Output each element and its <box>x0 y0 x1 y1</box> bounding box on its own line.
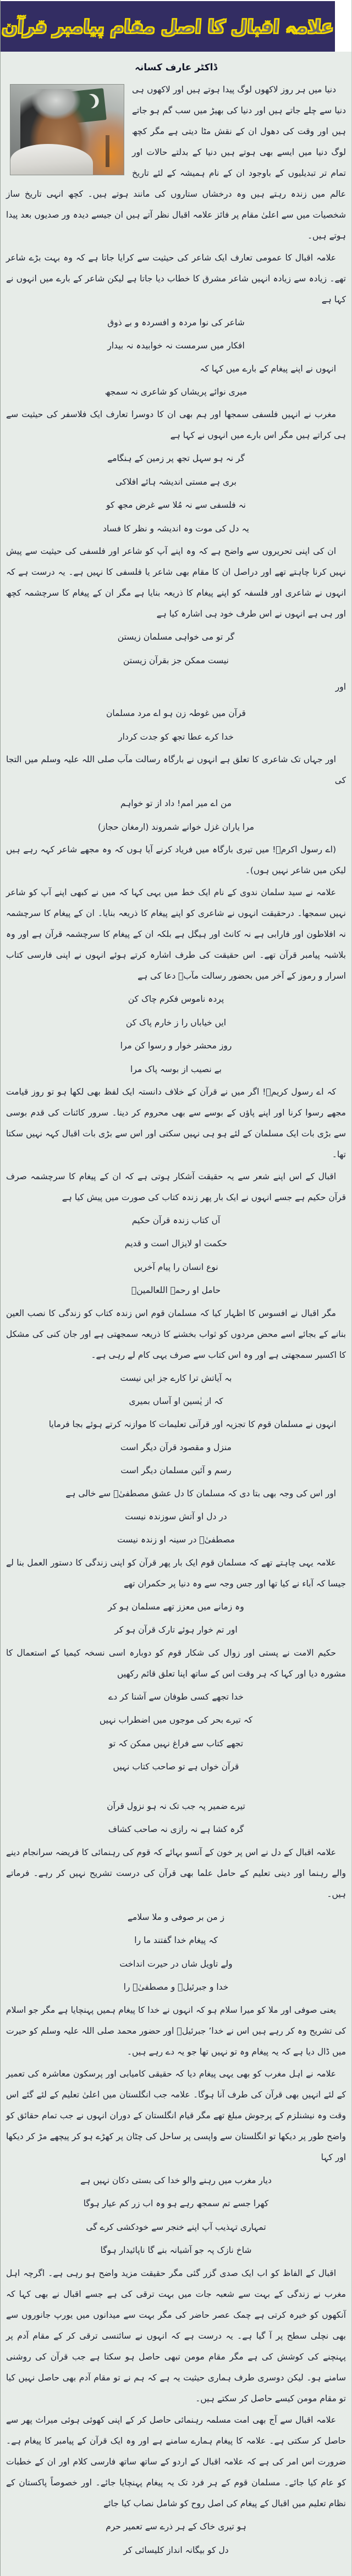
verse-line: کہ تیرے بحر کی موجوں میں اضطراب نہیں <box>99 1715 253 1725</box>
verse-line: شاخ نازک پہ جو آشیانہ بنے گا ناپائیدار ہوگا <box>100 2245 252 2256</box>
verse-line: ز من بر صوفی و ملا سلامے <box>127 1912 225 1922</box>
verse-line: افکار میں سرمست نہ خوابیدہ نہ بیدار <box>107 341 245 351</box>
verse-line: قرآن میں غوطہ زن ہو اے مرد مسلمان <box>106 708 246 719</box>
article-text-blocks <box>6 80 346 2561</box>
verse-line: کہ از یٰسین او آساں بمیری <box>129 1396 223 1407</box>
verse-line: ایں خیاباں را ز خارم پاک کن <box>125 1017 227 1028</box>
verse-line: یہ دل کی موت وہ اندیشہ و نظر کا فساد <box>103 523 249 534</box>
verse-line: روز محشر خوار و رسوا کن مرا <box>120 1041 232 1051</box>
verse-line: اور تم خوار ہوئے تارک قرآن ہو کر <box>114 1625 238 1635</box>
paragraph: اقبال کے الفاظ کو اب ایک صدی گزر گئی مگر حقیقت مزید واضح ہو رہی ہے۔ اگرچہ اہل مغرب نے زندگی کے بہت سے شعبہ جات میں بہت ترقی کی ہے جسے اقبال نے بھی کہا کہ آنکھوں کو خیرہ کرتی ہے چمک عصر حاضر کی مگر بہت سے میدانوں میں یورپ جانوروں سے بھی نچلی سطح پر آ گیا ہے۔ یہ درست ہے کہ انہوں نے سائنسی ترقی کر کے مقام آدم پر پہنچنے کی کوشش کی ہے مگر مقام مومن تبھی حاصل ہو سکتا ہے جب قرآن کی روشنی سامنے ہو۔ لیکن دوسری طرف ہماری حیثیت یہ ہے کہ ہم نے تو مقام آدم بھی حاصل نہیں کیا تو مقام مومن کیسے حاصل کر سکتے ہیں۔ <box>6 2268 346 2403</box>
verse-line: ہو تیری خاک کے ہر ذرے سے تعمیر حرم <box>106 2522 246 2532</box>
verse-line: تمہاری تہذیب آپ اپنے خنجر سے خودکشی کرے گی <box>86 2222 266 2232</box>
verse-line: خدا کرے عطا تجھ کو جدت کردار <box>118 731 234 742</box>
paragraph: مگر اقبال نے افسوس کا اظہار کیا کہ مسلمان قوم اس زندہ کتاب کو زندگی کا نصب العین بنانے کے بجائے اسے محض مردوں کو ثواب بخشنے کا ذریعہ سمجھتی ہے اور جان کنی کی مشکل کا اکسیر سمجھتی ہے اور وہ اس کتاب سے صرف یہی کام لے رہی ہے۔ <box>6 1308 346 1360</box>
minar-silhouette <box>106 135 109 167</box>
verse-line: نیست ممکن جز بقرآن زیستن <box>123 655 229 665</box>
verse-line: آں کتاب زندہ قرآن حکیم <box>131 1215 221 1225</box>
verse-line: مرا یاران غزل خوانے شمروند (ارمغان حجاز) <box>97 821 255 832</box>
verse-line: دل کو بیگانہ انداز کلیسائی کر <box>123 2545 229 2555</box>
verse-line: شاعر کی نوا مردہ و افسردہ و بے ذوق <box>107 317 245 327</box>
paragraph: اور جہاں تک شاعری کا تعلق ہے انہوں نے بارگاہ رسالت مآب صلی اللہ علیہ وسلم میں التجا کی <box>6 754 346 786</box>
iqbal-portrait-image <box>10 84 124 175</box>
verse-line: گر نہ ہو سہل تجھ پر زمین کے ہنگامے <box>107 453 245 464</box>
article-body <box>1 80 351 2576</box>
author-byline: ڈاکٹر عارف کسانہ <box>134 62 218 73</box>
verse-line: حامل او رحمۃ اللعالمینؐ <box>131 1285 221 1296</box>
paragraph: علامہ یہی چاہتے تھے کہ مسلمان قوم ایک بار پھر قرآن کو اپنی زندگی کا دستور العمل بنا لے جیسا کہ آباء نے کیا تھا اور جس وجہ سے وہ دنیا پر حکمران تھے <box>6 1557 346 1589</box>
verse-gap <box>6 1780 346 1794</box>
paragraph: کہ اے رسول کریمؐ! اگر میں نے قرآن کے خلاف دانستہ ایک لفظ بھی لکھا ہو تو روز قیامت مجھے رسوا کرنا اور اپنے پاؤں کے بوسے سے بھی محروم کر دینا۔ سرور کائنات کی قدم بوسی سے بڑی بات ایک مسلمان کے لئے ہو ہی نہیں سکتی اور اس سے بڑی بات اقبال کہہ نہیں سکتا تھا۔ <box>6 1087 346 1160</box>
verse-line: پردہ ناموس فکرم چاک کن <box>128 994 224 1004</box>
verse-line: میری نوائے پریشاں کو شاعری نہ سمجھ <box>105 386 248 397</box>
paragraph: علامہ اقبال کا عمومی تعارف ایک شاعر کی حیثیت سے کرایا جاتا ہے کہ وہ بہت بڑے شاعر تھے۔ زیادہ سے زیادہ انہیں شاعر مشرق کا خطاب دیا جاتا ہے لیکن شاعر کے بارے میں انہوں نے کہا ہے <box>6 252 346 304</box>
verse-line: حکمت او لایزال است و قدیم <box>124 1239 228 1249</box>
paragraph: دنیا میں ہر روز لاکھوں لوگ پیدا ہوتے ہیں اور لاکھوں ہی دنیا سے چلے جاتے ہیں اور دنیا کی بھیڑ میں سب گم ہو جاتے ہیں اور وقت کی دھول ان کے نقش مٹا دیتی ہے مگر کچھ لوگ دنیا میں ایسے بھی ہوتے ہیں دنیا کے بدلتے حالات اور تمام تر تبدیلیوں کے باوجود ان کے نام ہمیشہ کے لئے تاریخ عالم میں زندہ رہتے ہیں وہ درخشاں ستاروں کی مانند ہوتے ہیں۔ کچھ انہی تاریخ ساز شخصیات میں سے اعلیٰ مقام پر فائز علامہ اقبال نظر آتے ہیں ان جیسے دیدہ ور صدیوں بعد پیدا ہوتے ہیں۔ <box>6 85 346 241</box>
verse-line: دیار مغرب میں رہنے والو خدا کی بستی دکان نہیں ہے <box>80 2175 272 2185</box>
paragraph: اور اس کی وجہ بھی بتا دی کہ مسلمان کا دل عشق مصطفیٰؐ سے خالی ہے <box>65 1488 336 1498</box>
paragraph: انہوں نے مسلمان قوم کا تجزیہ اور قرآنی تعلیمات کا موازنہ کرتے ہوئے بجا فرمایا <box>48 1419 336 1429</box>
paragraph: علامہ نے اہل مغرب کو بھی یہی پیغام دیا کہ حقیقی کامیابی اور پرسکون معاشرہ کی تعمیر کے لئے انہیں بھی قرآن کی طرف آنا ہوگا۔ علامہ جب انگلستان میں اعلیٰ تعلیم کے لئے گئے اس وقت وہ نیشنلزم کے پرجوش مبلغ تھے مگر قیام انگلستان کے دوران انہوں نے جب تمام حقائق کو واضح طور پر دیکھا تو انگلستان سے واپسی پر ساحل کی چٹان پر کھڑے ہو کر پیچھے مڑ کر دیکھا اور کہا <box>6 2068 346 2162</box>
verse-line: وہ زمانے میں معزز تھے مسلمان ہو کر <box>108 1601 244 1612</box>
verse-line: مصطفیٰؐ در سینہ او زندہ نیست <box>117 1535 235 1545</box>
banner-corner-spacer <box>335 1 351 52</box>
paragraph: مغرب نے انہیں فلسفی سمجھا اور ہم بھی ان کا دوسرا تعارف ایک فلاسفر کی حیثیت سے ہی کراتے ہیں مگر اس بارے میں انہوں نے کہا ہے <box>6 409 346 441</box>
verse-line: بہ آیاتش ترا کارے جز ایں نیست <box>120 1373 232 1383</box>
verse-line: تیرے ضمیر پہ جب تک نہ ہو نزول قرآن <box>107 1801 245 1811</box>
verse-line: رسم و آئین مسلمان دیگر است <box>120 1465 232 1476</box>
verse-line: کہ پیغام خدا گفتند ما را <box>134 1935 218 1946</box>
page-title-banner <box>1 1 335 52</box>
verse-line: قرآن خواں ہے تو صاحب کتاب نہیں <box>113 1762 239 1772</box>
paragraph: یعنی صوفی اور ملا کو میرا سلام ہو کہ انہوں نے خدا کا پیغام ہمیں پہنچایا ہے مگر جو اسلام کی تشریح وہ کر رہے ہیں اس نے خدا٬ جبرئیلؑ اور حضور محمد صلی اللہ علیہ وسلم کو حیرت میں ڈال دیا ہے کہ یہ پیغام وہ تو نہیں تھا جو یہ دے رہے ہیں۔ <box>6 2005 346 2057</box>
verse-line: بری ہے مستی اندیشہ ہائے افلاکی <box>116 476 237 487</box>
paragraph: ان کی اپنی تحریروں سے واضح ہے کہ وہ اپنے آپ کو شاعر اور فلسفی کی حیثیت سے پیش نہیں کرنا چاہتے تھے اور دراصل ان کا مقام بھی شاعر یا فلسفی کا نہیں ہے۔ یہ درست ہے کہ انہوں نے شاعری اور فلسفہ کو اپنے پیغام کا ذریعہ بنایا ہے مگر ان کے پیغام کا سرچشمہ کچھ اور ہی ہے انہوں نے اس طرف خود ہی اشارہ کیا ہے <box>6 546 346 619</box>
verse-line: گرہ کشا ہے نہ رازی نہ صاحب کشاف <box>108 1824 244 1835</box>
paragraph: اقبال کے اس اپنے شعر سے یہ حقیقت آشکار ہوتی ہے کہ ان کے پیغام کا سرچشمہ صرف قرآن حکیم ہے جسے انہوں نے ایک بار پھر زندہ کتاب کی صورت میں پیش کیا ہے <box>6 1171 346 1202</box>
title-banner-row <box>1 0 351 52</box>
verse-line: ولے تاویل شاں در حیرت انداخت <box>119 1958 233 1969</box>
paragraph: حکیم الامت نے پستی اور زوال کی شکار قوم کو دوبارہ اسی نسخہ کیمیا کے استعمال کا مشورہ دیا اور کہا کہ ہر وقت اس کے ساتھ اپنا تعلق قائم رکھیں <box>6 1647 346 1679</box>
paragraph: (اے رسول اکرمؐ! میں تیری بارگاہ میں فریاد کرنے آیا ہوں کہ وہ مجھے شاعر کہہ رہے ہیں لیکن میں شاعر نہیں ہوں)۔ <box>6 845 346 876</box>
paragraph: علامہ نے سید سلمان ندوی کے نام ایک خط میں یہی کہا کہ میں نے کبھی اپنے آپ کو شاعر نہیں سمجھا۔ درحقیقت انہوں نے شاعری کو اپنے پیغام کا ذریعہ بنایا۔ ان کے پیغام کا سرچشمہ نہ افلاطون اور فارابی ہے نہ کانٹ اور ہیگل ہے بلکہ ان کے پیغام کا سرچشمہ قرآن ہے اور وہ بلاشبہ پیامبر قرآن تھے۔ اس حقیقت کی طرف اشارہ کرتے ہوئے انہوں نے اپنی فارسی کتاب اسرار و رموز کے آخر میں بحضور رسالت مآبؐ دعا کی ہے <box>6 887 346 981</box>
verse-line: گر تو می خواہی مسلمان زیستن <box>117 632 235 642</box>
verse-line: نہ فلسفی سے نہ مُلا سے غرض مجھ کو <box>106 500 246 510</box>
verse-line: در دل او آتش سوزندہ نیست <box>125 1511 227 1522</box>
connector-word: اور <box>335 682 346 692</box>
paragraph: علامہ اقبال سے آج بھی امت مسلمہ رہنمائی حاصل کر کے اپنی کھوئی ہوئی میراث پھر سے حاصل کر سکتی ہے۔ علامہ کا پیغام ہمارے سامنے ہے اور وہ ایک قرآن کے پیامبر کا پیغام ہے۔ ضرورت اس امر کی ہے کہ علامہ اقبال کے اردو کے ساتھ ساتھ فارسی کلام اور ان کے خطبات کو عام کیا جائے۔ مسلمان قوم کے ہر فرد تک یہ پیغام پہنچایا جائے۔ اور خصوصاً پاکستان کے نظام تعلیم میں اقبال کے پیغام کی اصل روح کو شامل نصاب کیا جائے <box>6 2415 346 2509</box>
paragraph: انہوں نے اپنے پیغام کے بارے میں کہا کہ <box>200 363 336 374</box>
verse-line: خدا و جبرئیلؑ و مصطفیٰؐ را <box>123 1982 229 1992</box>
verse-line: من اے میر امم! داد از تو خواہم <box>120 798 232 809</box>
verse-line: تجھے کتاب سے فراغ نہیں ممکن کہ تو <box>108 1738 244 1748</box>
verse-line: بے نصیب از بوسہ پاک مرا <box>130 1064 222 1074</box>
verse-line: کھرا جسے تم سمجھ رہے ہو وہ اب زر کم عیار ہوگا <box>83 2199 269 2209</box>
verse-line: نوع انسان را پیام آخریں <box>134 1262 218 1272</box>
verse-line: خدا تجھے کسی طوفان سے آشنا کر دے <box>108 1691 244 1702</box>
page-title: علامہ اقبال کا اصل مقام پیامبر قرآن <box>1 15 334 37</box>
paragraph: علامہ اقبال کے دل نے اس پر خون کے آنسو بہائے کہ قوم کی رہنمائی کا فریضہ سرانجام دینے والے رہنما اور دینی تعلیم کے حامل علما بھی قرآن کی درست تشریح نہیں کر رہے۔ فرماتے ہیں۔ <box>6 1847 346 1899</box>
verse-line: منزل و مقصود قرآن دیگر است <box>120 1442 232 1452</box>
